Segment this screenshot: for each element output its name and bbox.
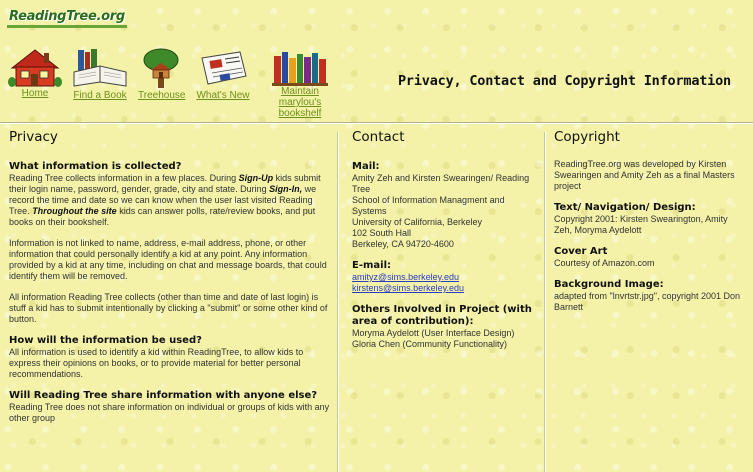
privacy-p3: All information Reading Tree collects (other than time and date of last login) is stuff a kid has to submit intentionally by clicking a "submit" or some other kind of button. xyxy=(9,292,328,324)
nav-whats-new-label[interactable]: What's New xyxy=(196,90,250,101)
house-icon xyxy=(8,48,62,88)
others-list: Moryma Aydelott (User Interface Design) Gloria Chen (Community Functionality) xyxy=(352,328,515,349)
privacy-p1: Reading Tree collects information in a few places. During Sign-Up kids submit their login name, password, gender, grade, city and state. During Sign-In, we record the time and date so we can know when the user last visited Reading Tree. Throughout the site kids can answer polls, rate/review books, and put books on their bookshelf. xyxy=(9,173,321,227)
email-list xyxy=(352,272,538,294)
privacy-q3: Will Reading Tree share information with anyone else? xyxy=(9,390,318,401)
privacy-p2: Information is not linked to name, address, e-mail address, phone, or other information that could personally identify a kid at any point. Any information provided by a kid at any time, including on chat and message boards, that could identify them will be removed. xyxy=(9,238,327,281)
cover-art-body: Courtesy of Amazon.com xyxy=(554,258,655,268)
contact-heading: Contact xyxy=(352,129,405,145)
nav-find-book-label[interactable]: Find a Book xyxy=(73,90,127,101)
copyright-column xyxy=(554,129,746,323)
mail-heading: Mail: xyxy=(352,161,380,172)
email-link-amity[interactable]: amityz@sims.berkeley.edu xyxy=(352,272,460,282)
nav-treehouse[interactable] xyxy=(138,48,184,101)
nav-bookshelf-label[interactable]: Maintain marylou's bookshelf xyxy=(278,86,322,119)
nav-home[interactable] xyxy=(8,48,62,99)
open-book-icon xyxy=(70,48,130,90)
nav-bookshelf[interactable] xyxy=(262,48,338,119)
mail-address: Amity Zeh and Kirsten Swearingen/ Reading Tree School of Information Managment and Systems University of California, Berkeley 102 South Hall Berkeley, CA 94720-4600 xyxy=(352,173,530,249)
contact-column xyxy=(352,129,538,360)
column-divider-2 xyxy=(544,132,546,472)
privacy-p4: All information is used to identify a kid within ReadingTree, to allow kids to express their opinions on books, or to provide material for better personal recommendations. xyxy=(9,347,304,379)
bookshelf-icon xyxy=(270,48,330,86)
copyright-heading: Copyright xyxy=(554,129,620,145)
copyright-intro: ReadingTree.org was developed by Kirsten Swearingen and Amity Zeh as a final Masters project xyxy=(554,159,735,191)
treehouse-icon xyxy=(140,48,182,90)
cover-art-heading: Cover Art xyxy=(554,246,608,257)
privacy-column xyxy=(9,129,333,434)
email-heading: E-mail: xyxy=(352,260,392,271)
text-nav-design-body: Copyright 2001: Kirsten Swearington, Amity Zeh, Moryma Aydelott xyxy=(554,214,728,235)
newspaper-icon xyxy=(196,48,250,90)
privacy-heading: Privacy xyxy=(9,129,58,145)
nav-home-label[interactable]: Home xyxy=(21,88,49,99)
background-image-heading: Background Image: xyxy=(554,279,664,290)
header-divider xyxy=(0,122,753,124)
email-link-kirsten[interactable]: kirstens@sims.berkeley.edu xyxy=(352,283,465,293)
others-heading: Others Involved in Project (with area of contribution): xyxy=(352,304,532,327)
background-image-body: adapted from "lnvrtstr.jpg", copyright 2001 Don Barnett xyxy=(554,291,740,312)
nav-treehouse-label[interactable]: Treehouse xyxy=(138,90,186,101)
nav-find-book[interactable] xyxy=(70,48,130,101)
text-nav-design-heading: Text/ Navigation/ Design: xyxy=(554,202,696,213)
column-divider-1 xyxy=(337,132,339,472)
main-nav xyxy=(0,48,350,119)
privacy-q2: How will the information be used? xyxy=(9,335,202,346)
page-title: Privacy, Contact and Copyright Information xyxy=(398,73,731,89)
site-logo[interactable]: ReadingTree.org xyxy=(7,9,127,28)
privacy-q1: What information is collected? xyxy=(9,161,182,172)
nav-whats-new[interactable] xyxy=(194,48,252,101)
privacy-p5: Reading Tree does not share information on individual or groups of kids with any other group xyxy=(9,402,330,423)
